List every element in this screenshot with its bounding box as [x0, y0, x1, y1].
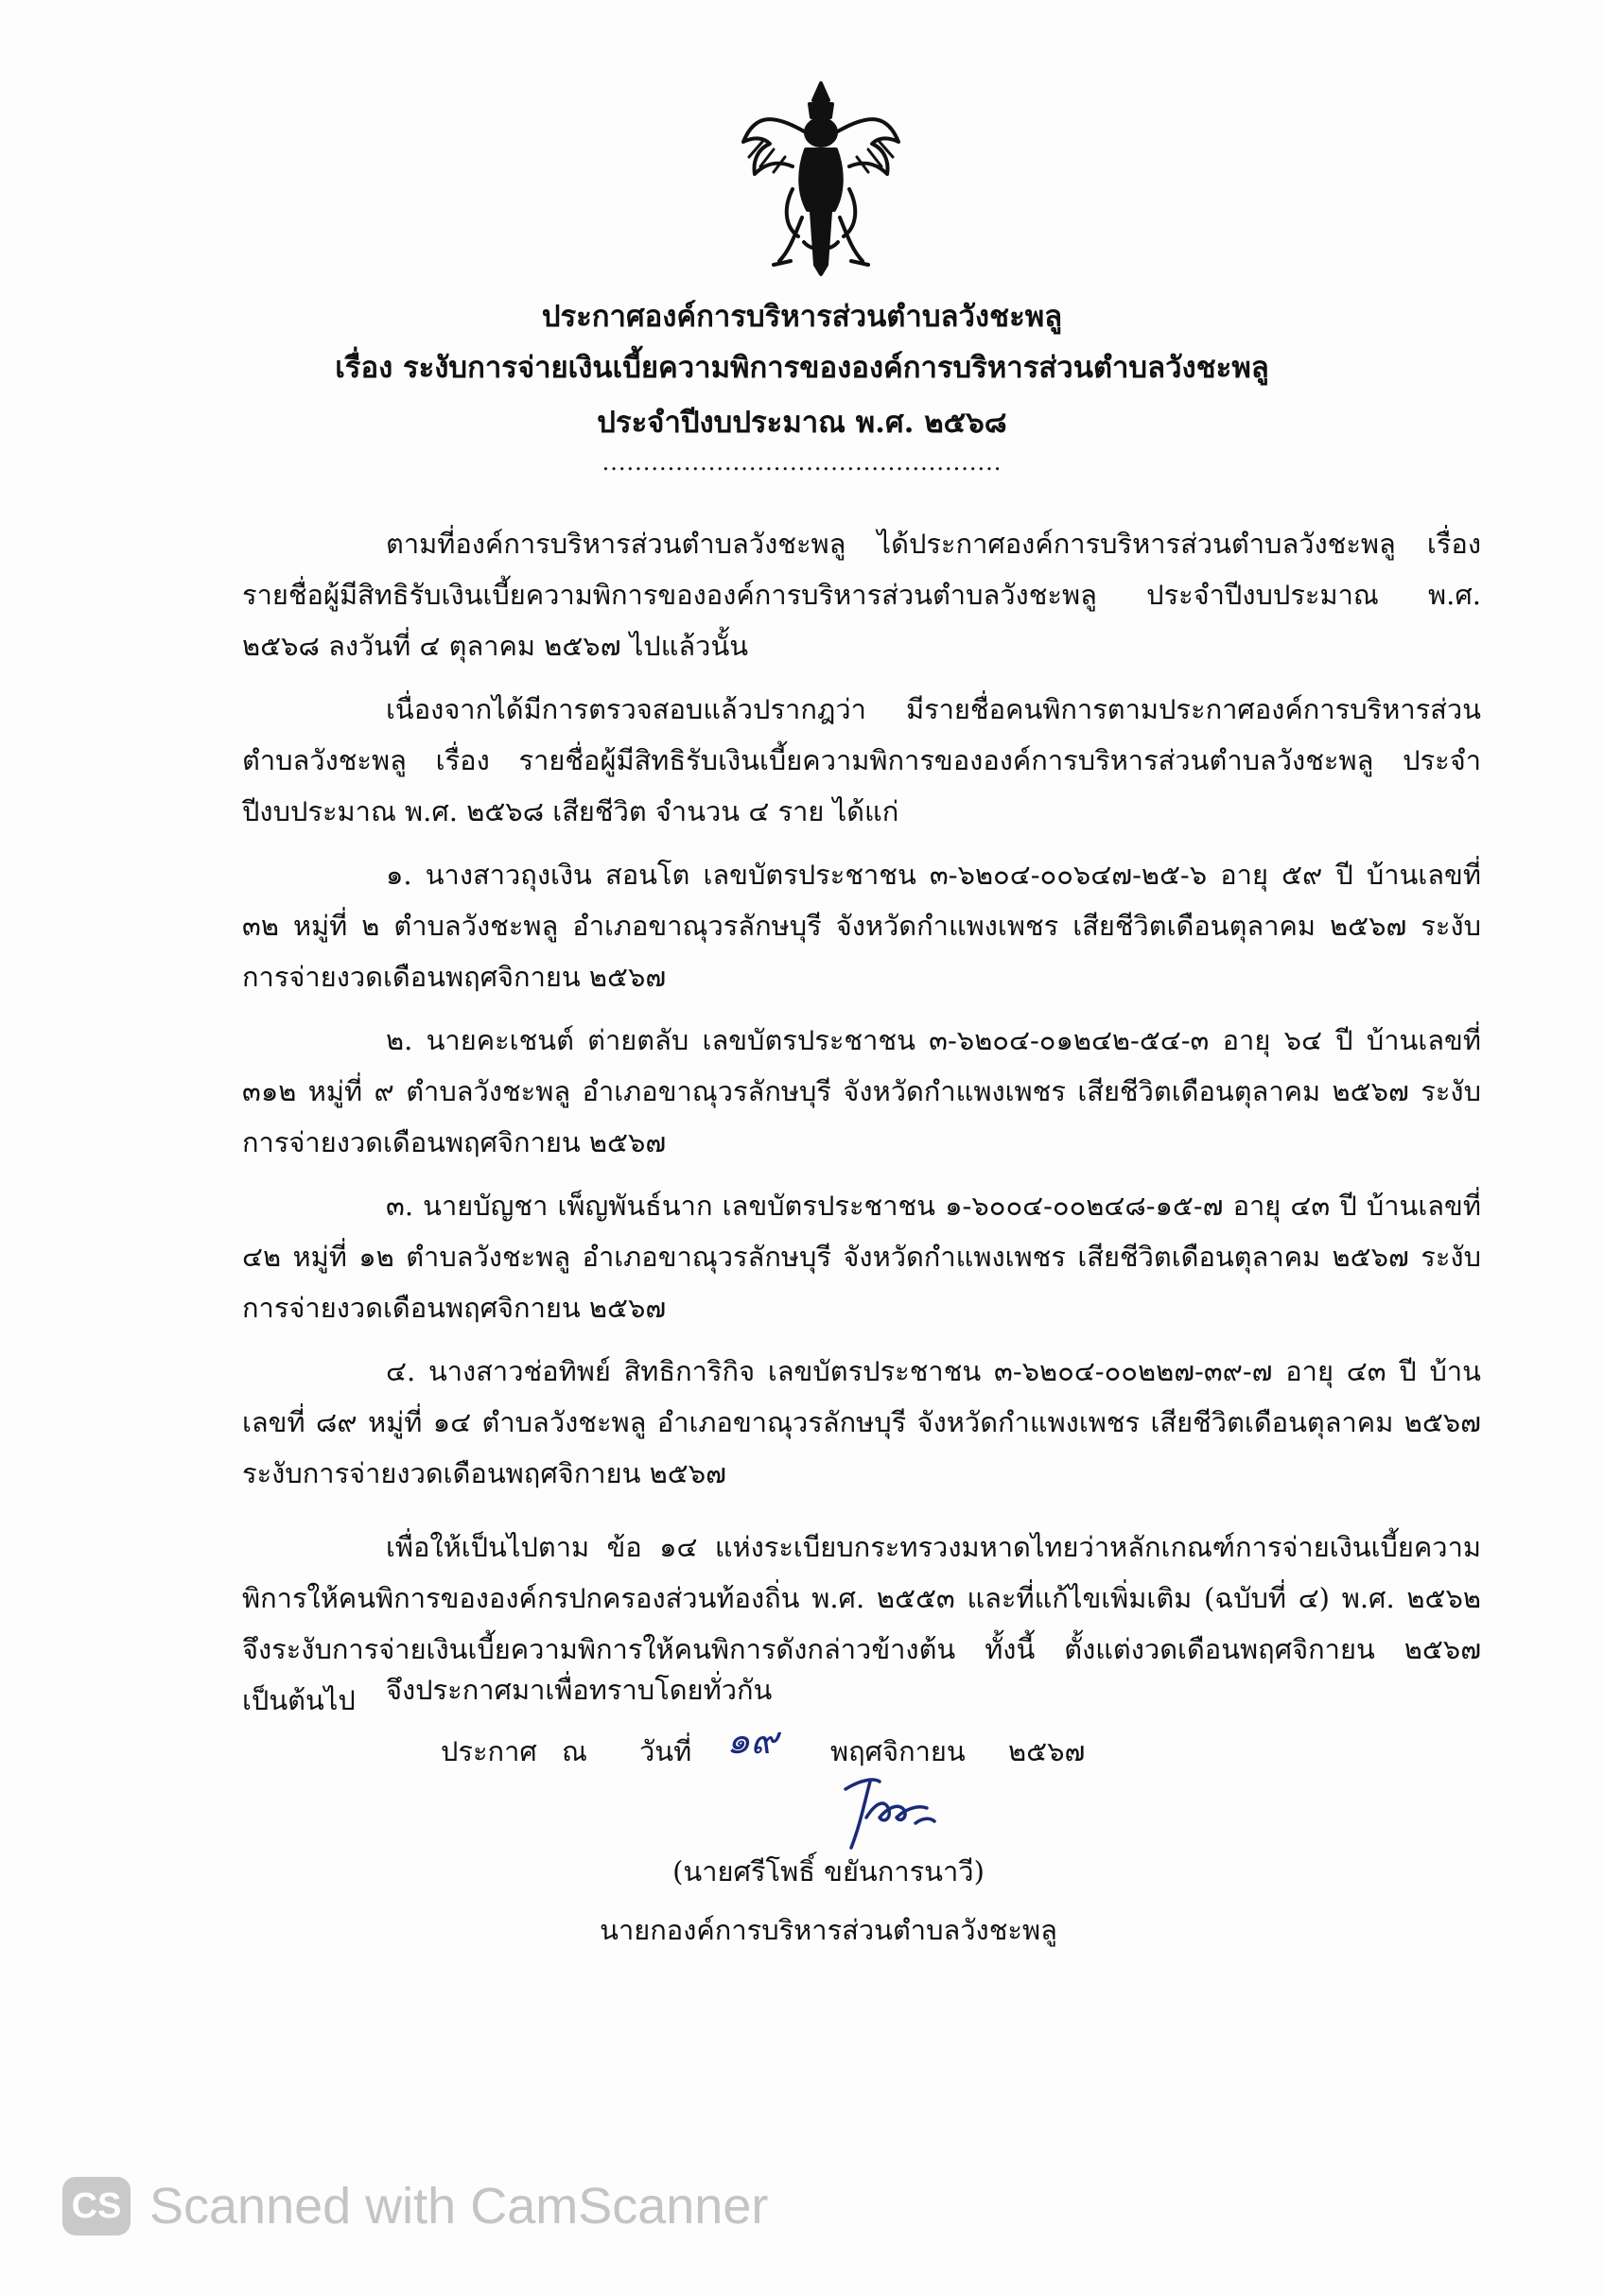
heading-subject: เรื่อง ระงับการจ่ายเงินเบี้ยความพิการขององค์การบริหารส่วนตำบลวังชะพลู: [335, 351, 1269, 385]
date-year: ๒๕๖๗: [1008, 1735, 1086, 1767]
signer-title-text: นายกองค์การบริหารส่วนตำบลวังชะพลู: [600, 1914, 1057, 1946]
date-label: ประกาศ: [441, 1735, 537, 1767]
garuda-emblem-icon: [736, 76, 906, 284]
date-at: ณ: [562, 1735, 587, 1767]
heading-title: ประกาศองค์การบริหารส่วนตำบลวังชะพลู: [541, 300, 1063, 334]
watermark-text: Scanned with CamScanner: [149, 2178, 769, 2235]
paragraph-found: เนื่องจากได้มีการตรวจสอบแล้วปรากฎว่า มีรายชื่อคนพิการตามประกาศองค์การบริหารส่วนตำบลวังชะพลู เรื่อง รายชื่อผู้มีสิทธิรับเงินเบี้ยความพิการขององค์การบริหารส่วนตำบลวังชะพลู ประจำปีงบประมาณ พ.ศ. ๒๕๖๘ เสียชีวิต จำนวน ๔ ราย ได้แก่: [242, 693, 1481, 827]
paragraph-intro: ตามที่องค์การบริหารส่วนตำบลวังชะพลู ได้ประกาศองค์การบริหารส่วนตำบลวังชะพลู เรื่อง รายชื่อผู้มีสิทธิรับเงินเบี้ยความพิการขององค์การบริหารส่วนตำบลวังชะพลู ประจำปีงบประมาณ พ.ศ. ๒๕๖๘ ลงวันที่ ๔ ตุลาคม ๒๕๖๗ ไปแล้วนั้น: [242, 528, 1481, 662]
paragraph-decision: เพื่อให้เป็นไปตาม ข้อ ๑๔ แห่งระเบียบกระทรวงมหาดไทยว่าหลักเกณฑ์การจ่ายเงินเบี้ยความพิการให้คนพิการขององค์กรปกครองส่วนท้องถิ่น พ.ศ. ๒๕๕๓ และที่แก้ไขเพิ่มเติม (ฉบับที่ ๔) พ.ศ. ๒๕๖๒ จึงระงับการจ่ายเงินเบี้ยความพิการให้คนพิการดังกล่าวข้างต้น ทั้งนี้ ตั้งแต่งวดเดือนพฤศจิกายน ๒๕๖๗ เป็นต้นไป: [242, 1531, 1481, 1716]
signer-name-text: (นายศรีโพธิ์ ขยันการนาวี): [672, 1855, 985, 1887]
announcement-date: [441, 1719, 1086, 1777]
date-day-handwritten: ๑๙: [726, 1719, 778, 1763]
list-item: ๑. นางสาวถุงเงิน สอนโต เลขบัตรประชาชน ๓-๖๒๐๔-๐๐๖๔๗-๒๕-๖ อายุ ๕๙ ปี บ้านเลขที่ ๓๒ หมู่ที่ ๒ ตำบลวังชะพลู อำเภอขาณุวรลักษบุรี จังหวัดกำแพงเพชร เสียชีวิตเดือนตุลาคม ๒๕๖๗ ระงับการจ่ายงวดเดือนพฤศจิกายน ๒๕๖๗: [242, 859, 1481, 993]
handwritten-signature-icon: [832, 1761, 946, 1855]
list-item: ๓. นายบัญชา เพ็ญพันธ์นาก เลขบัตรประชาชน ๑-๖๐๐๔-๐๐๒๔๘-๑๕-๗ อายุ ๔๓ ปี บ้านเลขที่ ๔๒ หมู่ที่ ๑๒ ตำบลวังชะพลู อำเภอขาณุวรลักษบุรี จังหวัดกำแพงเพชร เสียชีวิตเดือนตุลาคม ๒๕๖๗ ระงับการจ่ายงวดเดือนพฤศจิกายน ๒๕๖๗: [242, 1190, 1481, 1324]
signer-name: [0, 1846, 1604, 1897]
date-day-label: วันที่: [639, 1735, 692, 1767]
closing-statement: จึงประกาศมาเพื่อทราบโดยทั่วกัน: [386, 1674, 773, 1706]
camscanner-logo-icon: CS: [62, 2177, 131, 2235]
list-item: ๒. นายคะเชนต์ ต่ายตลับ เลขบัตรประชาชน ๓-๖๒๐๔-๐๑๒๔๒-๕๔-๓ อายุ ๖๔ ปี บ้านเลขที่ ๓๑๒ หมู่ที่ ๙ ตำบลวังชะพลู อำเภอขาณุวรลักษบุรี จังหวัดกำแพงเพชร เสียชีวิตเดือนตุลาคม ๒๕๖๗ ระงับการจ่ายงวดเดือนพฤศจิกายน ๒๕๖๗: [242, 1024, 1481, 1158]
signer-title: [0, 1905, 1604, 1956]
list-item: ๔. นางสาวช่อทิพย์ สิทธิการิกิจ เลขบัตรประชาชน ๓-๖๒๐๔-๐๐๒๒๗-๓๙-๗ อายุ ๔๓ ปี บ้านเลขที่ ๘๙ หมู่ที่ ๑๔ ตำบลวังชะพลู อำเภอขาณุวรลักษบุรี จังหวัดกำแพงเพชร เสียชีวิตเดือนตุลาคม ๒๕๖๗ ระงับการจ่ายงวดเดือนพฤศจิกายน ๒๕๖๗: [242, 1355, 1481, 1489]
camscanner-watermark: [62, 2173, 768, 2239]
heading-fiscal-year: ประจำปีงบประมาณ พ.ศ. ๒๕๖๘: [597, 406, 1007, 440]
date-month: พฤศจิกายน: [830, 1735, 966, 1767]
document-body: [242, 518, 1481, 1738]
heading-divider: .................................................: [602, 449, 1002, 476]
